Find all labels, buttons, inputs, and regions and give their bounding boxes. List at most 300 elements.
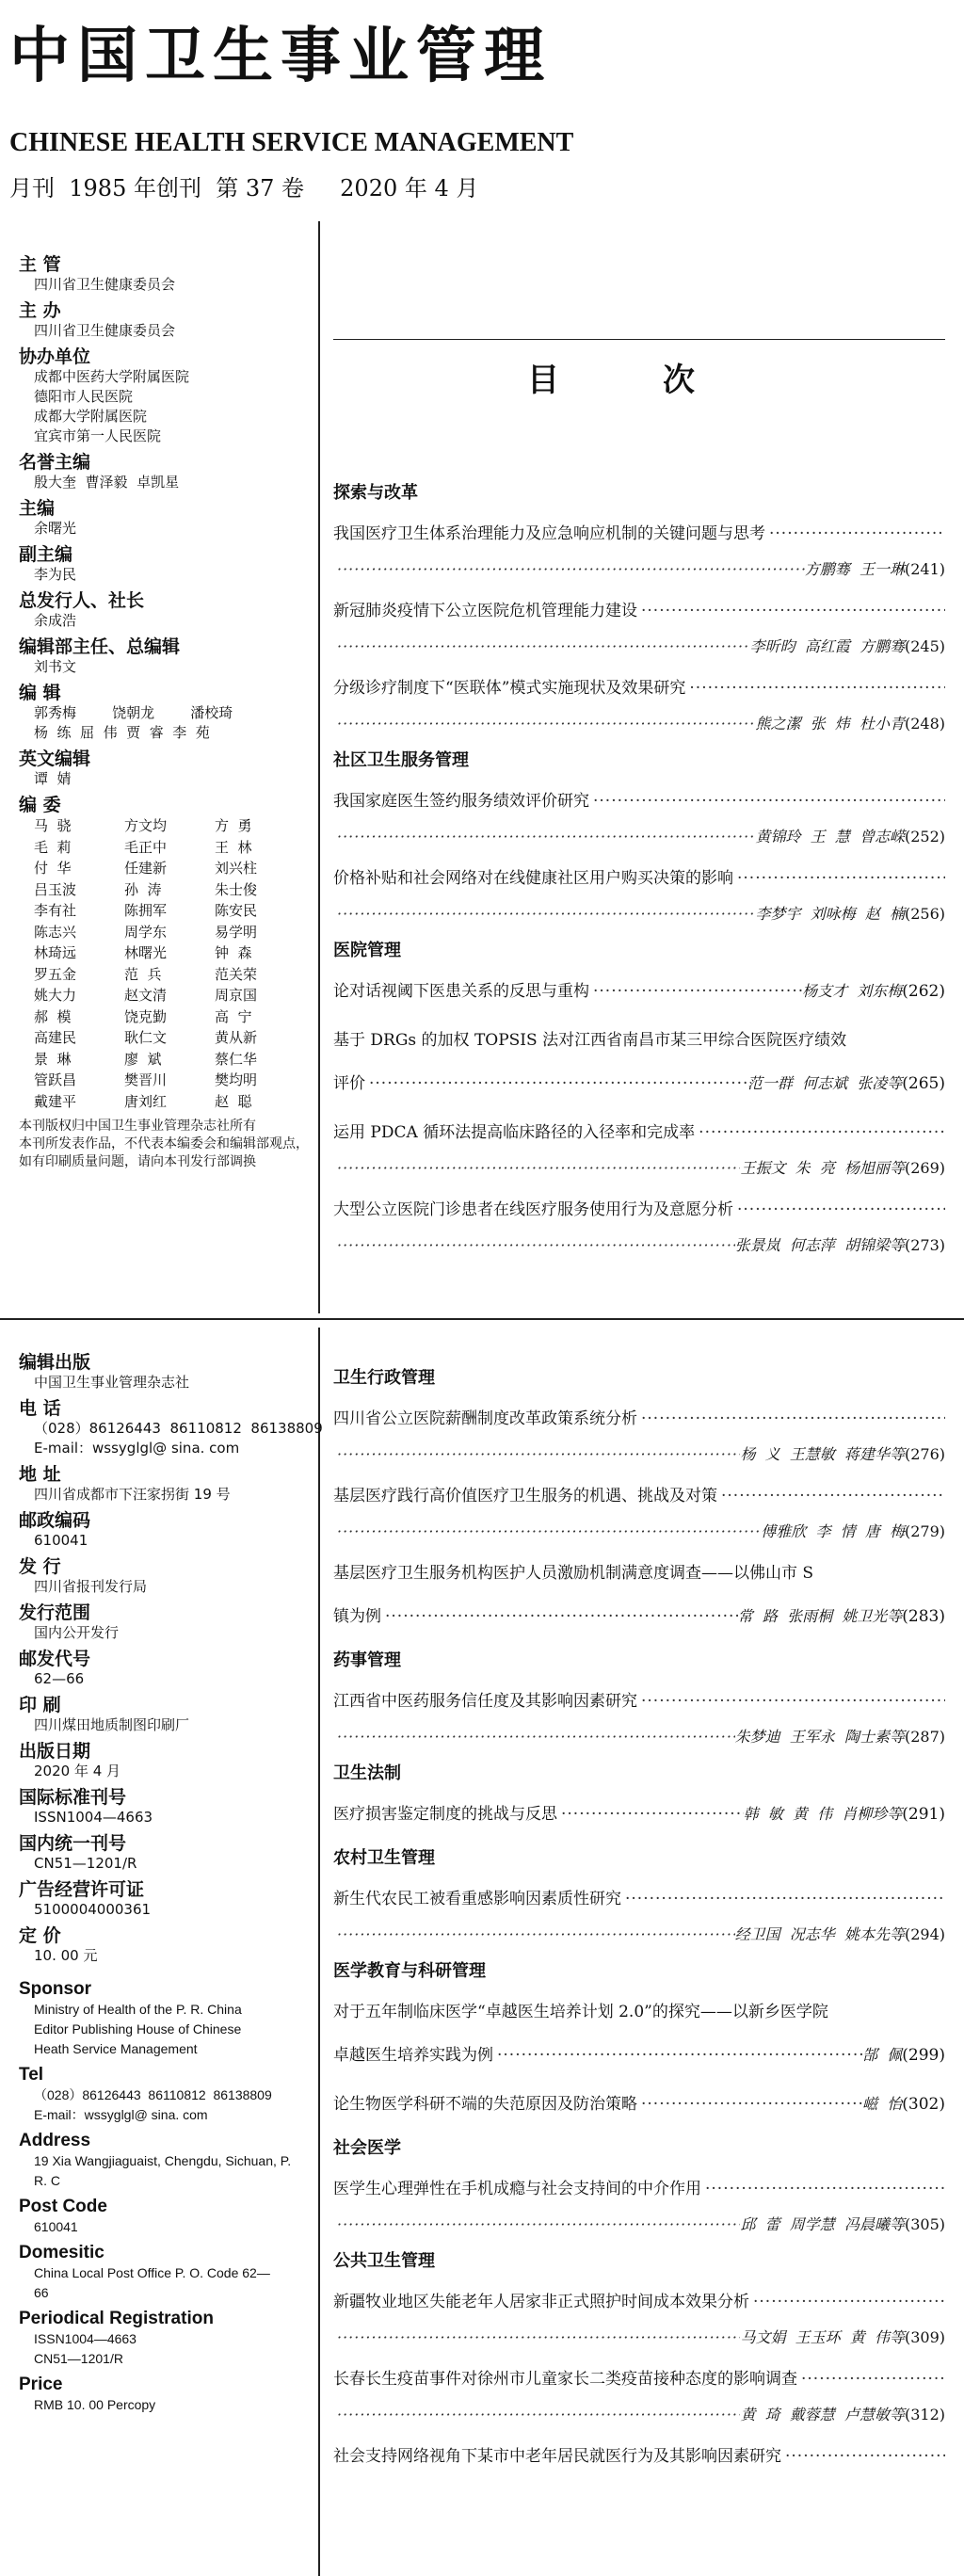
committee-member: 郝 模 (34, 1007, 72, 1025)
info-block (19, 2065, 311, 2125)
info-value: 中国卫生事业管理杂志社 (34, 1374, 190, 1391)
masthead (0, 0, 964, 217)
toc-entry (333, 1019, 945, 1105)
toc-entry-authors: 杨 义 王慧敏 蒋建华等 (740, 1445, 905, 1463)
info-block (19, 2131, 311, 2191)
toc-entry (333, 2280, 945, 2352)
committee-member: 赵 聪 (215, 1092, 252, 1110)
toc-section-heading: 社区卫生服务管理 (333, 750, 469, 770)
committee-member: 景 琳 (34, 1050, 72, 1068)
info-value: 成都中医药大学附属医院 (34, 368, 190, 385)
info-value: 余曙光 (34, 520, 77, 537)
committee-member: 林琦远 (34, 944, 77, 961)
toc-leader-dots (641, 1680, 945, 1723)
toc-leader-dots (689, 667, 945, 710)
info-label: 邮发代号 (19, 1649, 91, 1669)
info-label: Tel (19, 2065, 44, 2085)
toc-entry-authors: 李梦宇 刘咏梅 赵 楠 (755, 905, 905, 923)
toc-leader-dots (337, 555, 805, 584)
toc-leader-dots (593, 780, 945, 823)
info-label: 国内统一刊号 (19, 1833, 127, 1854)
toc-entry-title-line (333, 1111, 945, 1154)
toc-entry (333, 589, 945, 661)
toc-leader-dots (641, 1397, 945, 1441)
editors-line: 杨 练 屈 伟 贾 睿 李 苑 (34, 724, 210, 741)
toc-entry (333, 2083, 945, 2126)
toc-entry-title-line (333, 857, 945, 900)
toc-entry (333, 512, 945, 584)
info-value: 四川煤田地质制图印刷厂 (34, 1716, 190, 1733)
toc-entry-authors: 嵫 怡 (862, 2095, 903, 2113)
toc-entry-title-line (333, 1595, 945, 1638)
toc-entry-title-line (333, 2280, 945, 2324)
toc-leader-dots (769, 512, 945, 555)
toc-entry (333, 1793, 945, 1836)
editors-line: 郭秀梅 饶朝龙 潘校琦 (34, 704, 233, 721)
toc-entry-title-cont: 卓越医生培养实践为例 (333, 2046, 493, 2065)
info-value: 610041 (34, 1532, 88, 1549)
toc-section-heading: 公共卫生管理 (333, 2251, 435, 2271)
toc-entry-title: 价格补贴和社会网络对在线健康社区用户购买决策的影响 (333, 869, 733, 888)
toc-leader-dots (337, 2324, 740, 2352)
toc-entry-authors: 熊之潔 张 炜 杜小青 (755, 715, 905, 733)
toc-entry-title-line (333, 2167, 945, 2211)
info-label: 编辑部主任、总编辑 (19, 636, 181, 657)
toc-entry-page: (245) (904, 637, 945, 655)
info-block (19, 1649, 311, 1689)
info-value: Ministry of Health of the P. R. China (34, 2002, 242, 2017)
toc-entry (333, 857, 945, 928)
toc-entry-author-line (333, 1232, 945, 1260)
info-value: Editor Publishing House of Chinese (34, 2021, 242, 2037)
toc-entry-page: (269) (904, 1159, 945, 1177)
toc-entry-title: 新疆牧业地区失能老年人居家非正式照护时间成本效果分析 (333, 2293, 749, 2311)
toc-entry-title-line (333, 1397, 945, 1441)
toc-leader-dots (737, 857, 945, 900)
info-block (19, 1879, 311, 1920)
toc-entry (333, 2167, 945, 2239)
toc-entry-title: 论生物医学科研不端的失范原因及防治策略 (333, 2095, 637, 2114)
committee-member: 耿仁文 (124, 1029, 168, 1046)
english-editor-label: 英文编辑 (19, 749, 91, 769)
committee-member: 高建民 (34, 1029, 77, 1046)
toc-leader-dots (369, 1062, 747, 1105)
toc-section-heading: 农村卫生管理 (333, 1848, 435, 1868)
toc-leader-dots (337, 1232, 735, 1260)
info-block (19, 2375, 311, 2415)
toc-entry-author-line (333, 2211, 945, 2239)
committee-member: 饶克勤 (124, 1007, 168, 1025)
toc-entry (333, 1877, 945, 1949)
toc-entry (333, 1474, 945, 1546)
committee-member: 范关荣 (215, 965, 258, 983)
info-value: 四川省卫生健康委员会 (34, 276, 176, 293)
info-value: 成都大学附属医院 (34, 408, 148, 425)
english-editor-name: 谭 婧 (34, 770, 72, 787)
committee-member: 陈拥军 (124, 902, 168, 919)
info-label: Periodical Registration (19, 2309, 214, 2328)
info-value: CN51—1201/R (34, 1855, 137, 1872)
info-value: 10. 00 元 (34, 1947, 98, 1964)
info-value: 宜宾市第一人民医院 (34, 427, 162, 444)
toc-bottom (333, 1356, 945, 2484)
toc-section-heading: 卫生行政管理 (333, 1368, 435, 1388)
committee-block (19, 795, 311, 1112)
info-value: 德阳市人民医院 (34, 388, 134, 405)
info-label: 电 话 (19, 1398, 61, 1419)
info-value: 5100004000361 (34, 1901, 152, 1918)
info-block (19, 300, 311, 341)
toc-entry-page: (312) (904, 2406, 945, 2423)
committee-member: 高 宁 (215, 1007, 252, 1025)
toc-entry-title: 新生代农民工被看重感影响因素质性研究 (333, 1890, 621, 1908)
info-label: 总发行人、社长 (19, 590, 145, 611)
committee-member: 周京国 (215, 987, 258, 1004)
toc-entry-title-line (333, 2358, 945, 2401)
committee-member: 吕玉波 (34, 880, 77, 898)
info-block (19, 1833, 311, 1874)
info-label: 副主编 (19, 544, 73, 565)
toc-entry-author-line (333, 710, 945, 738)
info-label: 发行范围 (19, 1602, 91, 1623)
toc-entry-authors: 傅雅欣 李 情 唐 梅 (761, 1522, 905, 1540)
toc-entry-author-line (333, 2401, 945, 2429)
toc-entry-title-line (333, 1552, 945, 1595)
info-block (19, 1556, 311, 1597)
toc-entry-author-line (333, 2324, 945, 2352)
toc-entry (333, 780, 945, 851)
toc-entry-page: (252) (904, 828, 945, 845)
committee-member: 易学明 (215, 923, 258, 941)
toc-entry-title: 江西省中医药服务信任度及其影响因素研究 (333, 1692, 637, 1711)
sidebar-top (19, 254, 311, 1171)
toc-entry-page: (256) (904, 905, 945, 923)
toc-entry (333, 1397, 945, 1469)
info-value: 李为民 (34, 566, 77, 583)
committee-member: 唐刘红 (124, 1092, 168, 1110)
copyright-note: 本刊版权归中国卫生事业管理杂志社所有 本刊所发表作品，不代表本编委会和编辑部观点，如有印刷质量问题，请向本刊发行部调换 (19, 1119, 309, 1169)
toc-section-heading: 医院管理 (333, 941, 401, 960)
toc-entry-title: 我国医疗卫生体系治理能力及应急响应机制的关键问题与思考 (333, 524, 765, 543)
toc-section-heading: 药事管理 (333, 1650, 401, 1670)
info-block (19, 1398, 323, 1458)
toc-entry-title: 基于 DRGs 的加权 TOPSIS 法对江西省南昌市某三甲综合医院医疗绩效 (333, 1031, 847, 1050)
toc-entry-title-line (333, 512, 945, 555)
info-label: 地 址 (19, 1464, 61, 1485)
toc-entry-page: (248) (904, 715, 945, 733)
toc-entry (333, 970, 945, 1013)
toc-entry-title: 论对话视阈下医患关系的反思与重构 (333, 982, 589, 1001)
toc-leader-dots (337, 1723, 735, 1751)
committee-member: 付 华 (34, 860, 72, 877)
toc-entry (333, 1552, 945, 1638)
toc-entry-author-line (333, 1154, 945, 1183)
toc-entry-title-line (333, 2435, 945, 2478)
toc-leader-dots (561, 1793, 744, 1836)
toc-entry-author-line (333, 1441, 945, 1469)
toc-entry-authors: 黄锦玲 王 慧 曾志嵘 (755, 828, 905, 845)
toc-top (333, 471, 945, 1265)
committee-member: 范 兵 (124, 965, 162, 983)
toc-entry-title: 四川省公立医院薪酬制度改革政策系统分析 (333, 1409, 637, 1428)
toc-leader-dots (625, 1877, 945, 1921)
journal-title-en: CHINESE HEALTH SERVICE MANAGEMENT (9, 128, 574, 157)
editors-label: 编 辑 (19, 683, 61, 703)
info-value: E-mail：wssyglgl@ sina. com (34, 2107, 208, 2122)
toc-leader-dots (753, 2280, 945, 2324)
committee-grid (19, 815, 311, 1112)
info-block (19, 452, 311, 492)
toc-entry-page: (294) (904, 1925, 945, 1943)
committee-member: 王 林 (215, 838, 252, 856)
toc-entry-author-line (333, 1723, 945, 1751)
english-editor-block (19, 749, 311, 789)
info-value: 刘书文 (34, 658, 77, 675)
committee-member: 孙 涛 (124, 880, 162, 898)
toc-entry-title: 基层医疗践行高价值医疗卫生服务的机遇、挑战及对策 (333, 1487, 717, 1505)
toc-section-heading: 探索与改革 (333, 483, 418, 503)
toc-entry-authors: 方鹏骞 王一琳 (804, 560, 905, 578)
toc-entry-title-line (333, 970, 945, 1013)
toc-entry-author-line (333, 900, 945, 928)
toc-entry-author-line (333, 1921, 945, 1949)
info-label: Domesitic (19, 2243, 104, 2262)
toc-entry (333, 1188, 945, 1260)
committee-member: 钟 森 (215, 944, 252, 961)
toc-leader-dots (641, 589, 945, 633)
info-label: 国际标准刊号 (19, 1787, 127, 1808)
info-label: 名誉主编 (19, 452, 91, 473)
editors-block (19, 683, 311, 743)
toc-entry (333, 667, 945, 738)
toc-entry-title-line (333, 667, 945, 710)
toc-entry-authors: 李昕昀 高红霞 方鹏骞 (749, 637, 905, 655)
toc-leader-dots (337, 1154, 740, 1183)
toc-entry-page: (283) (902, 1607, 945, 1626)
toc-leader-dots (785, 2435, 945, 2478)
info-block (19, 1695, 311, 1735)
committee-member: 蔡仁华 (215, 1050, 258, 1068)
toc-entry-title: 大型公立医院门诊患者在线医疗服务使用行为及意愿分析 (333, 1200, 733, 1219)
info-label: 编辑出版 (19, 1352, 91, 1373)
committee-member: 赵文清 (124, 987, 168, 1004)
toc-entry-author-line (333, 633, 945, 661)
toc-entry-page: (305) (904, 2215, 945, 2233)
info-value: CN51—1201/R (34, 2351, 123, 2366)
info-value: China Local Post Office P. O. Code 62— (34, 2265, 270, 2280)
toc-entry-page: (287) (904, 1728, 945, 1746)
toc-entry-authors: 杨支才 刘东梅 (802, 982, 903, 1000)
info-value: 四川省卫生健康委员会 (34, 322, 176, 339)
toc-entry-author-line (333, 555, 945, 584)
sidebar-bottom (19, 1352, 323, 2421)
info-block (19, 498, 311, 539)
committee-member: 方文均 (124, 817, 168, 834)
info-block (19, 1464, 311, 1505)
toc-entry-page: (291) (902, 1805, 945, 1824)
toc-entry-title: 我国家庭医生签约服务绩效评价研究 (333, 792, 589, 811)
toc-entry-title: 对于五年制临床医学“卓越医生培养计划 2.0”的探究——以新乡医学院 (333, 2003, 828, 2021)
info-block (19, 1787, 311, 1827)
toc-entry-authors: 韩 敏 黄 伟 肖柳珍等 (743, 1805, 903, 1823)
info-label: 广告经营许可证 (19, 1879, 145, 1900)
toc-leader-dots (337, 900, 755, 928)
info-label: 定 价 (19, 1925, 61, 1946)
toc-entry-title-cont: 评价 (333, 1074, 365, 1093)
committee-member: 刘兴柱 (215, 860, 258, 877)
info-value: （028）86126443 86110812 86138809 (34, 2087, 272, 2102)
toc-entry (333, 1111, 945, 1183)
toc-entry-page: (299) (902, 2046, 945, 2065)
toc-leader-dots (337, 1518, 761, 1546)
info-block (19, 2243, 311, 2303)
toc-entry-page: (309) (904, 2328, 945, 2346)
column-divider-bottom (318, 1328, 320, 2576)
toc-heading: 目次 (527, 362, 798, 399)
info-block (19, 1925, 311, 1966)
info-label: Price (19, 2375, 63, 2394)
info-label: Post Code (19, 2197, 107, 2216)
toc-leader-dots (801, 2358, 945, 2401)
toc-entry-authors: 朱梦迪 王军永 陶士素等 (734, 1728, 905, 1746)
toc-entry-page: (241) (904, 560, 945, 578)
toc-entry-title-line (333, 1188, 945, 1232)
toc-entry-title: 新冠肺炎疫情下公立医院危机管理能力建设 (333, 602, 637, 620)
committee-member: 姚大力 (34, 987, 77, 1004)
info-label: 发 行 (19, 1556, 61, 1577)
committee-member: 周学东 (124, 923, 168, 941)
toc-leader-dots (593, 970, 802, 1013)
toc-leader-dots (337, 2211, 740, 2239)
info-block (19, 1510, 311, 1551)
committee-member: 陈安民 (215, 902, 258, 919)
toc-entry-page: (276) (904, 1445, 945, 1463)
info-value: 殷大奎 曹泽毅 卓凯星 (34, 474, 180, 491)
toc-entry-authors: 张景岚 何志萍 胡锦梁等 (734, 1236, 905, 1254)
toc-entry-title-line (333, 1877, 945, 1921)
toc-leader-dots (337, 1921, 735, 1949)
info-label: Address (19, 2131, 91, 2150)
toc-section-heading: 医学教育与科研管理 (333, 1961, 486, 1981)
committee-member: 任建新 (124, 860, 168, 877)
committee-member: 方 勇 (215, 817, 252, 834)
toc-entry-title-line (333, 1474, 945, 1518)
committee-member: 朱士俊 (215, 880, 258, 898)
info-block (19, 346, 311, 446)
toc-entry-title-line (333, 2034, 945, 2077)
toc-entry-author-line (333, 823, 945, 851)
toc-heading-rule-top (333, 339, 945, 340)
toc-entry-title-line (333, 780, 945, 823)
info-value: 19 Xia Wangjiaguaist, Chengdu, Sichuan, P. (34, 2153, 292, 2168)
info-label: 主 管 (19, 254, 61, 275)
info-block (19, 1979, 311, 2059)
committee-member: 李有社 (34, 902, 77, 919)
toc-entry-title: 社会支持网络视角下某市中老年居民就医行为及其影响因素研究 (333, 2447, 781, 2466)
info-value: （028）86126443 86110812 86138809 (34, 1420, 323, 1437)
committee-member: 毛 莉 (34, 838, 72, 856)
info-block (19, 2309, 311, 2369)
info-label: 主 办 (19, 300, 61, 321)
info-block (19, 254, 311, 295)
info-value: 2020 年 4 月 (34, 1763, 121, 1779)
toc-leader-dots (737, 1188, 945, 1232)
toc-entry-title: 长春长生疫苗事件对徐州市儿童家长二类疫苗接种态度的影响调查 (333, 2370, 797, 2389)
committee-member: 毛正中 (124, 838, 168, 856)
toc-entry-title-line (333, 1680, 945, 1723)
toc-entry-title-line (333, 2083, 945, 2126)
toc-entry-authors: 郜 佩 (862, 2046, 903, 2064)
committee-label: 编 委 (19, 795, 61, 815)
info-value: 四川省成都市下汪家拐街 19 号 (34, 1486, 231, 1503)
info-value: R. C (34, 2173, 60, 2188)
toc-leader-dots (641, 2083, 862, 2126)
toc-leader-dots (337, 633, 750, 661)
toc-entry-page: (302) (902, 2095, 945, 2114)
info-value: RMB 10. 00 Percopy (34, 2397, 156, 2412)
info-label: 出版日期 (19, 1741, 91, 1762)
toc-leader-dots (385, 1595, 738, 1638)
toc-section-heading: 社会医学 (333, 2138, 401, 2158)
toc-entry-authors: 马文娟 王玉环 黄 伟等 (740, 2328, 905, 2346)
info-label: 印 刷 (19, 1695, 61, 1715)
toc-entry (333, 1680, 945, 1751)
toc-entry-authors: 黄 琦 戴蓉慧 卢慧敏等 (740, 2406, 905, 2423)
committee-member: 樊晋川 (124, 1071, 168, 1088)
toc-entry-authors: 邱 蕾 周学慧 冯晨曦等 (740, 2215, 905, 2233)
toc-entry (333, 1990, 945, 2077)
toc-leader-dots (497, 2034, 862, 2077)
committee-member: 戴建平 (34, 1092, 77, 1110)
section-divider (0, 1318, 964, 1320)
info-value: E-mail：wssyglgl@ sina. com (34, 1440, 240, 1457)
toc-leader-dots (705, 2167, 945, 2211)
toc-leader-dots (337, 1441, 740, 1469)
info-value: 66 (34, 2285, 49, 2300)
info-label: 协办单位 (19, 346, 91, 367)
committee-member: 陈志兴 (34, 923, 77, 941)
info-block (19, 544, 311, 585)
toc-entry-authors: 王振文 朱 亮 杨旭丽等 (740, 1159, 905, 1177)
toc-entry-authors: 范一群 何志斌 张凌等 (747, 1074, 903, 1092)
info-block (19, 1352, 311, 1393)
toc-leader-dots (337, 2401, 740, 2429)
toc-entry-title-line (333, 589, 945, 633)
info-value: 国内公开发行 (34, 1624, 120, 1641)
info-value: Heath Service Management (34, 2041, 198, 2056)
committee-member: 樊均明 (215, 1071, 258, 1088)
toc-entry-page: (279) (904, 1522, 945, 1540)
info-block (19, 2197, 311, 2237)
info-value: ISSN1004—4663 (34, 2331, 137, 2346)
toc-leader-dots (721, 1474, 945, 1518)
toc-entry-title: 医疗损害鉴定制度的挑战与反思 (333, 1805, 557, 1824)
info-value: 四川省报刊发行局 (34, 1578, 148, 1595)
toc-entry-page: (273) (904, 1236, 945, 1254)
toc-entry-authors: 经卫国 况志华 姚本先等 (734, 1925, 905, 1943)
issue-line: 月刊 1985 年创刊 第 37 卷 2020 年 4 月 (9, 175, 479, 201)
toc-entry-title-line (333, 1019, 945, 1062)
toc-entry-title-line (333, 1793, 945, 1836)
column-divider-top (318, 221, 320, 1313)
info-block (19, 1602, 311, 1643)
toc-entry-title: 运用 PDCA 循环法提高临床路径的入径率和完成率 (333, 1123, 696, 1142)
committee-member: 廖 斌 (124, 1050, 162, 1068)
info-label: 主编 (19, 498, 56, 519)
committee-member: 管跃昌 (34, 1071, 77, 1088)
info-block (19, 590, 311, 631)
toc-leader-dots (337, 823, 755, 851)
